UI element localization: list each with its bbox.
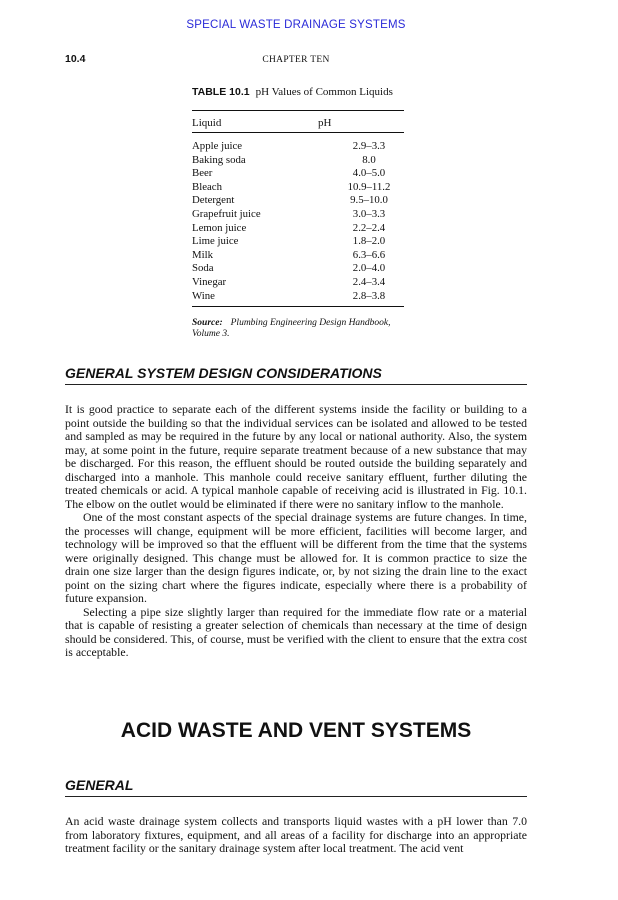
chapter-label: CHAPTER TEN (262, 55, 330, 65)
ph-cell: 2.8–3.8 (352, 289, 386, 302)
ph-cell: 4.0–5.0 (352, 167, 386, 180)
table-source (192, 318, 404, 340)
section-body-general (65, 815, 527, 856)
ph-cell: 8.0 (362, 153, 376, 166)
table-row (192, 235, 404, 249)
liquid-cell: Soda (192, 262, 214, 275)
liquid-cell: Wine (192, 289, 215, 302)
table-row (192, 167, 404, 181)
table-title: pH Values of Common Liquids (255, 86, 393, 98)
page-number: 10.4 (65, 53, 86, 65)
liquid-cell: Baking soda (192, 153, 246, 166)
ph-cell: 6.3–6.6 (352, 248, 386, 261)
liquid-cell: Apple juice (192, 140, 243, 152)
column-header-liquid: Liquid (192, 117, 222, 129)
source-label: Source: (192, 318, 223, 329)
ph-table (192, 86, 404, 340)
ph-cell: 3.0–3.3 (352, 207, 386, 220)
table-row (192, 290, 404, 304)
ph-cell: 2.4–3.4 (352, 275, 386, 288)
paragraph: An acid waste drainage system collects and transports liquid wastes with a pH lower than 7.0 from laboratory fixtures, equipment, and all areas of a facility for discharge into an appropriate treatment facility or the sanitary drainage system after local treatment. The acid vent (65, 814, 527, 855)
ph-cell: 1.8–2.0 (352, 235, 386, 248)
table-body (192, 140, 404, 303)
table-row (192, 140, 404, 154)
ph-cell: 2.2–2.4 (352, 221, 386, 234)
liquid-cell: Vinegar (192, 275, 227, 288)
liquid-cell: Lime juice (192, 235, 239, 248)
source-text: Plumbing Engineering Design Handbook, Volume 3. (192, 318, 391, 340)
section-heading-design: GENERAL SYSTEM DESIGN CONSIDERATIONS (65, 365, 527, 385)
liquid-cell: Bleach (192, 180, 222, 193)
table-row (192, 181, 404, 195)
column-header-ph: pH (318, 117, 332, 129)
ph-cell: 9.5–10.0 (350, 194, 388, 207)
table-row (192, 262, 404, 276)
table-row (192, 154, 404, 168)
chapter-section-title: ACID WASTE AND VENT SYSTEMS (120, 719, 472, 742)
table-row (192, 249, 404, 263)
table-header-row (192, 111, 404, 133)
paragraph: It is good practice to separate each of the different systems inside the facility or building to a point outside the building so that the individual services can be isolated and allowed to be tested and sampled as may be required in the future by any local or national authority. Also, the system may, at some point in the future, require separate treatment because of a new substance that may be discharged. For this reason, the effluent should be routed outside the building separately and discharged into a manhole. This manhole could receive sanitary effluent, further diluting the treated chemicals or acid. A typical manhole capable of receiving acid is illustrated in Fig. 10.1. The elbow on the outlet would be eliminated if there were no sanitary inflow to the manhole. (65, 402, 527, 511)
liquid-cell: Grapefruit juice (192, 207, 261, 220)
table-row (192, 208, 404, 222)
liquid-cell: Lemon juice (192, 221, 247, 234)
liquid-cell: Detergent (192, 194, 235, 207)
paragraph: One of the most constant aspects of the special drainage systems are future changes. In time, the processes will change, equipment will be more efficient, facilities will become larger, and technology will be improved so that the effluent will be different from the time that the systems were originally designed. This change must be allowed for. It is common practice to size the drain one size larger than the design figures indicate, or, by not sizing the drain line to the exact point on the sizing chart where the figures indicate, especially where there is a probability of future expansion. (65, 510, 527, 605)
table-bottom-rule (192, 306, 404, 307)
liquid-cell: Milk (192, 248, 213, 261)
section-body-design (65, 403, 527, 660)
table-row (192, 194, 404, 208)
ph-cell: 10.9–11.2 (347, 180, 391, 193)
liquid-cell: Beer (192, 167, 213, 180)
table-caption (192, 86, 404, 98)
table-number: TABLE 10.1 (192, 86, 250, 98)
table-row (192, 276, 404, 290)
running-head: SPECIAL WASTE DRAINAGE SYSTEMS (186, 19, 406, 31)
table-row (192, 222, 404, 236)
ph-cell: 2.9–3.3 (352, 140, 386, 152)
paragraph: Selecting a pipe size slightly larger than required for the immediate flow rate or a material that is capable of resisting a greater selection of chemicals than necessary at the time of design should be considered. This, of course, must be verified with the client to ensure that the extra cost is acceptable. (65, 604, 527, 659)
section-heading-general: GENERAL (65, 777, 527, 797)
ph-cell: 2.0–4.0 (352, 262, 386, 275)
